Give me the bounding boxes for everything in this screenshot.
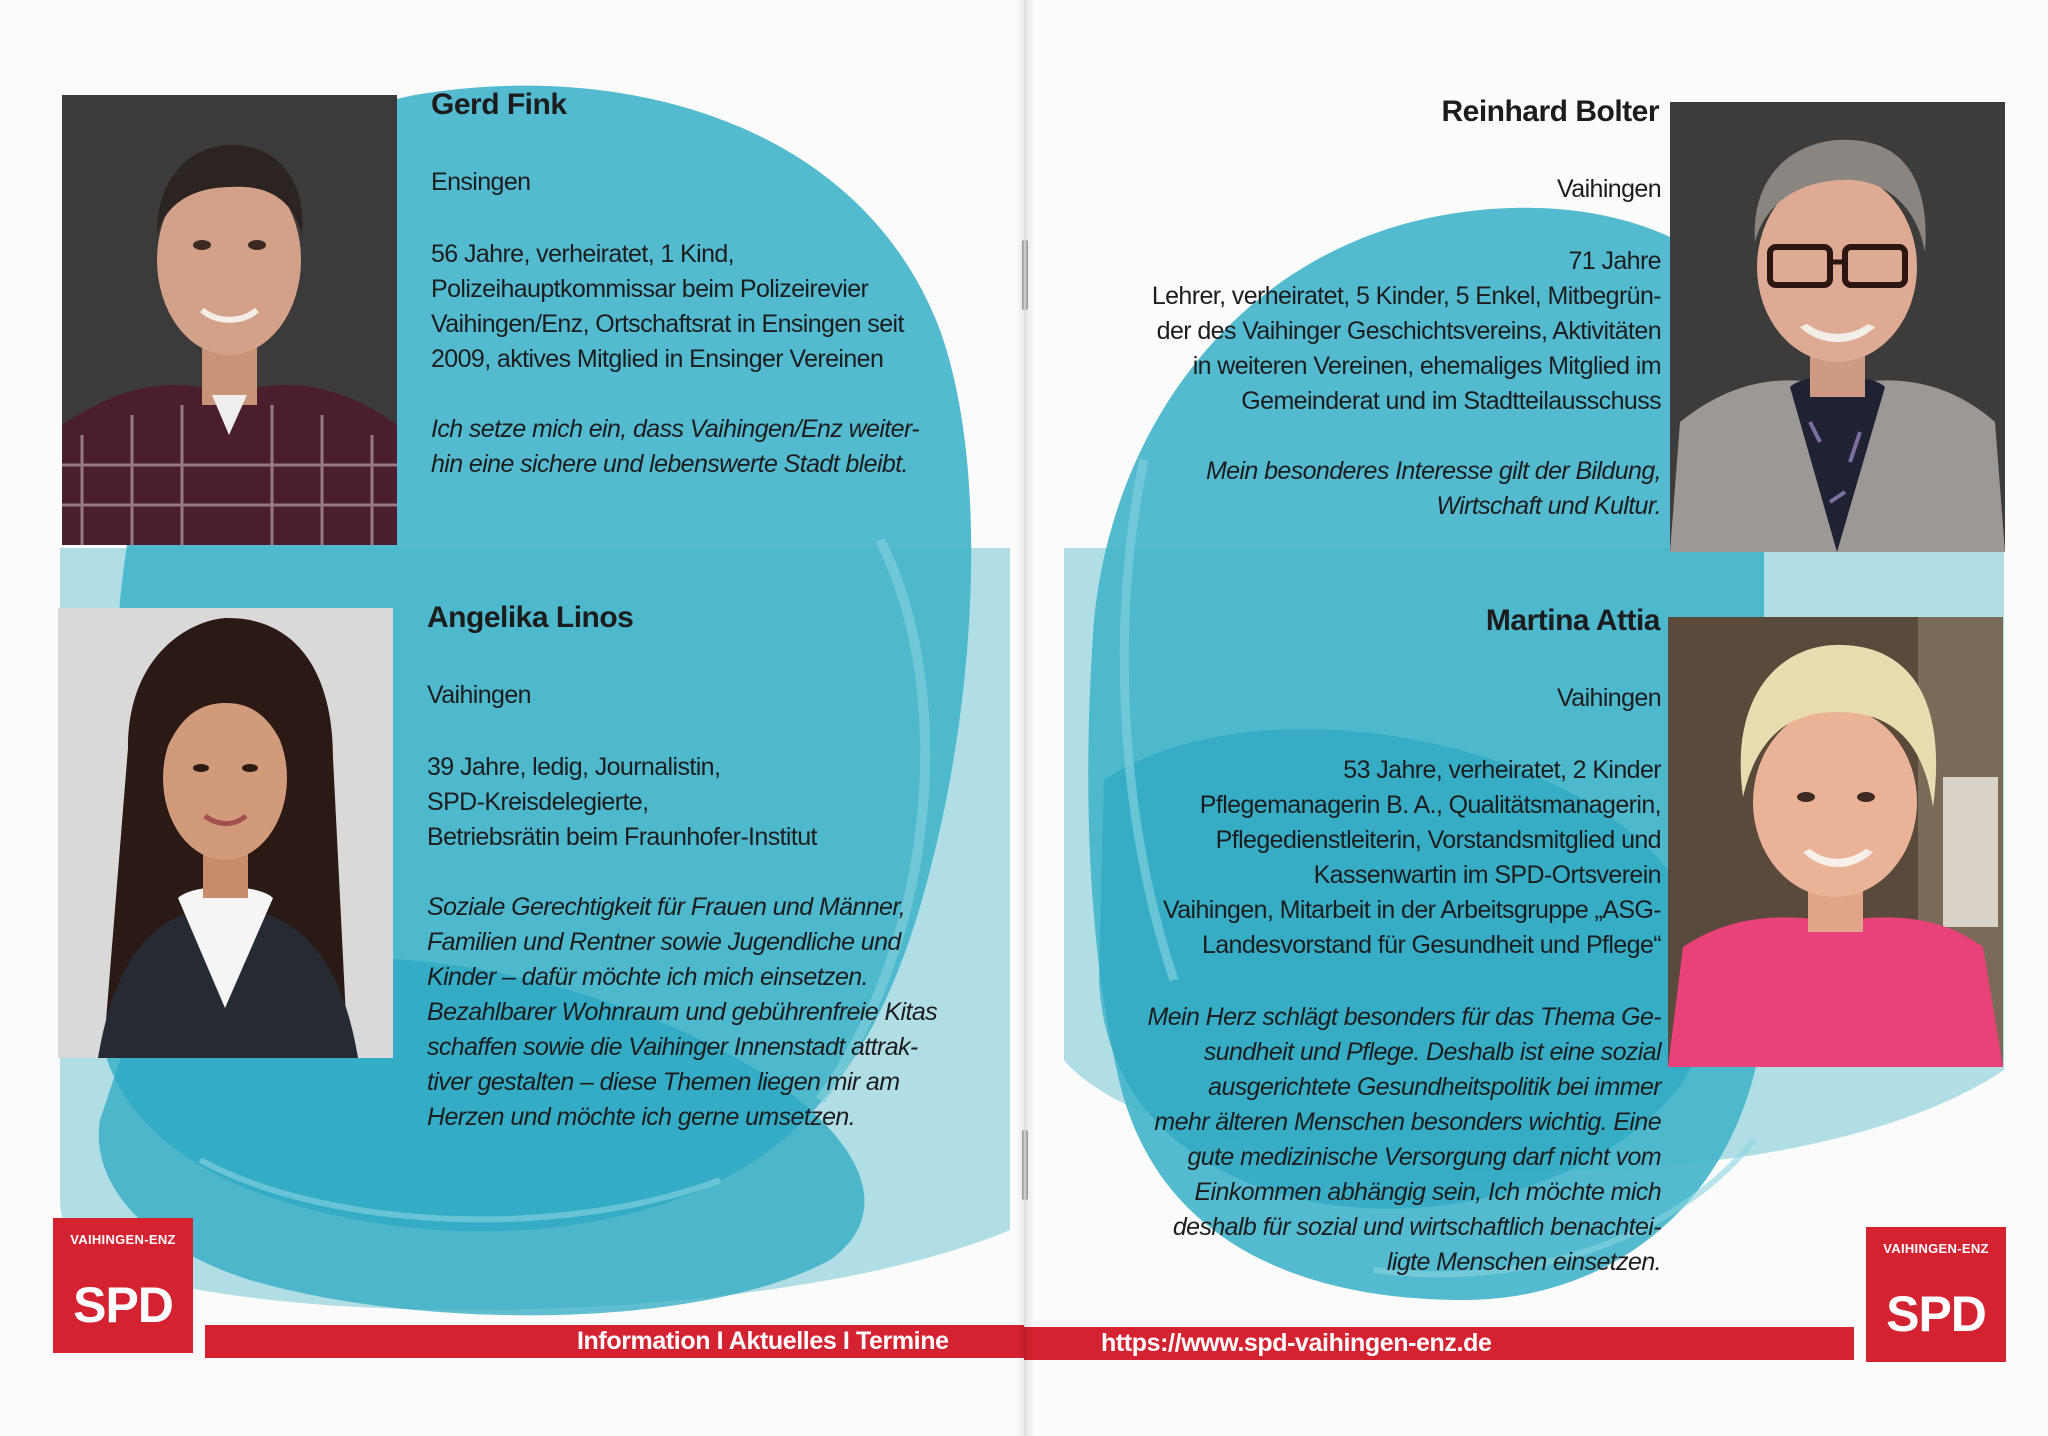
quote-line: Mein Herz schlägt besonders für das Thema Ge- xyxy=(1147,1003,1661,1031)
quote-line: Familien und Rentner sowie Jugendliche und xyxy=(427,928,901,956)
quote-line: schaffen sowie die Vaihinger Innenstadt attrak- xyxy=(427,1033,918,1061)
candidate-name: Reinhard Bolter xyxy=(1441,95,1659,128)
bio-line: Gemeinderat und im Stadtteilausschuss xyxy=(1241,387,1661,415)
quote-line: Mein besonderes Interesse gilt der Bildung, xyxy=(1205,457,1661,485)
quote-line: tiver gestalten – diese Themen liegen mir am xyxy=(427,1068,900,1096)
footer-nav-text: Information I Aktuelles I Termine xyxy=(577,1327,949,1355)
candidate-place: Vaihingen xyxy=(427,681,531,709)
logo-subtitle: VAIHINGEN-ENZ xyxy=(70,1232,176,1247)
quote-line: ligte Menschen einsetzen. xyxy=(1386,1248,1661,1276)
bio-line: Lehrer, verheiratet, 5 Kinder, 5 Enkel, Mitbegrün- xyxy=(1151,282,1661,310)
photo-reinhard-bolter xyxy=(1670,102,2005,552)
candidate-place: Vaihingen xyxy=(1557,684,1661,712)
bio-line: Vaihingen, Mitarbeit in der Arbeitsgruppe „ASG- xyxy=(1163,896,1661,924)
candidate-name: Angelika Linos xyxy=(427,601,634,634)
quote-line: mehr älteren Menschen besonders wichtig. Eine xyxy=(1154,1108,1661,1136)
bio-line: Polizeihauptkommissar beim Polizeirevier xyxy=(431,275,869,303)
bio-line: Landesvorstand für Gesundheit und Pflege“ xyxy=(1201,931,1661,959)
bio-line: Vaihingen/Enz, Ortschaftsrat in Ensingen seit xyxy=(431,310,904,338)
candidate-bio xyxy=(427,750,817,855)
staple xyxy=(1022,240,1028,310)
staple xyxy=(1022,1130,1028,1200)
bio-line: der des Vaihinger Geschichtsvereins, Aktivitäten xyxy=(1156,317,1661,345)
photo-martina-attia xyxy=(1668,617,2003,1067)
bio-line: Betriebsrätin beim Fraunhofer-Institut xyxy=(427,823,817,851)
candidate-quote xyxy=(1206,454,1661,524)
logo-wordmark: SPD xyxy=(73,1277,173,1333)
photo-gerd-fink xyxy=(62,95,397,545)
quote-line: Bezahlbarer Wohnraum und gebührenfreie Kitas xyxy=(427,998,938,1026)
right-page xyxy=(1024,0,2048,1436)
bio-line: 53 Jahre, verheiratet, 2 Kinder xyxy=(1343,756,1661,784)
quote-line: Wirtschaft und Kultur. xyxy=(1436,492,1661,520)
quote-line: hin eine sichere und lebenswerte Stadt bleibt. xyxy=(431,450,908,478)
bio-line: 39 Jahre, ledig, Journalistin, xyxy=(427,753,721,781)
candidate-quote xyxy=(431,412,919,482)
bio-line: SPD-Kreisdelegierte, xyxy=(427,788,649,816)
quote-line: gute medizinische Versorgung darf nicht vom xyxy=(1187,1143,1661,1171)
bio-line: 56 Jahre, verheiratet, 1 Kind, xyxy=(431,240,735,268)
bio-line: in weiteren Vereinen, ehemaliges Mitglied im xyxy=(1192,352,1661,380)
footer-bar xyxy=(205,1325,1024,1358)
candidate-quote xyxy=(427,890,937,1135)
bio-line: Pflegedienstleiterin, Vorstandsmitglied und xyxy=(1215,826,1661,854)
candidate-bio xyxy=(431,237,904,377)
quote-line: Ich setze mich ein, dass Vaihingen/Enz weiter- xyxy=(431,415,919,443)
bio-line: Kassenwartin im SPD-Ortsverein xyxy=(1313,861,1661,889)
quote-line: Soziale Gerechtigkeit für Frauen und Männer, xyxy=(427,893,906,921)
candidate-quote xyxy=(1147,1000,1661,1280)
candidate-bio xyxy=(1163,753,1661,963)
quote-line: deshalb für sozial und wirtschaftlich benachtei- xyxy=(1172,1213,1661,1241)
logo-wordmark: SPD xyxy=(1886,1286,1986,1342)
spd-logo xyxy=(1866,1227,2006,1362)
center-fold xyxy=(1016,0,1034,1436)
candidate-bio xyxy=(1152,244,1661,419)
candidate-place: Vaihingen xyxy=(1557,175,1661,203)
candidate-name: Gerd Fink xyxy=(431,88,567,121)
footer-url[interactable]: https://www.spd-vaihingen-enz.de xyxy=(1101,1329,1492,1357)
bio-line: Pflegemanagerin B. A., Qualitätsmanagerin, xyxy=(1199,791,1661,819)
spd-logo xyxy=(53,1218,193,1353)
quote-line: Herzen und möchte ich gerne umsetzen. xyxy=(427,1103,856,1131)
quote-line: ausgerichtete Gesundheitspolitik bei immer xyxy=(1208,1073,1661,1101)
photo-angelika-linos xyxy=(58,608,393,1058)
quote-line: Einkommen abhängig sein, Ich möchte mich xyxy=(1194,1178,1661,1206)
logo-subtitle: VAIHINGEN-ENZ xyxy=(1883,1241,1989,1256)
candidate-name: Martina Attia xyxy=(1485,604,1660,637)
bio-line: 2009, aktives Mitglied in Ensinger Vereinen xyxy=(431,345,884,373)
bio-line: 71 Jahre xyxy=(1568,247,1661,275)
footer-bar xyxy=(1024,1327,1854,1360)
candidate-place: Ensingen xyxy=(431,168,531,196)
quote-line: sundheit und Pflege. Deshalb ist eine sozial xyxy=(1203,1038,1661,1066)
quote-line: Kinder – dafür möchte ich mich einsetzen. xyxy=(427,963,868,991)
